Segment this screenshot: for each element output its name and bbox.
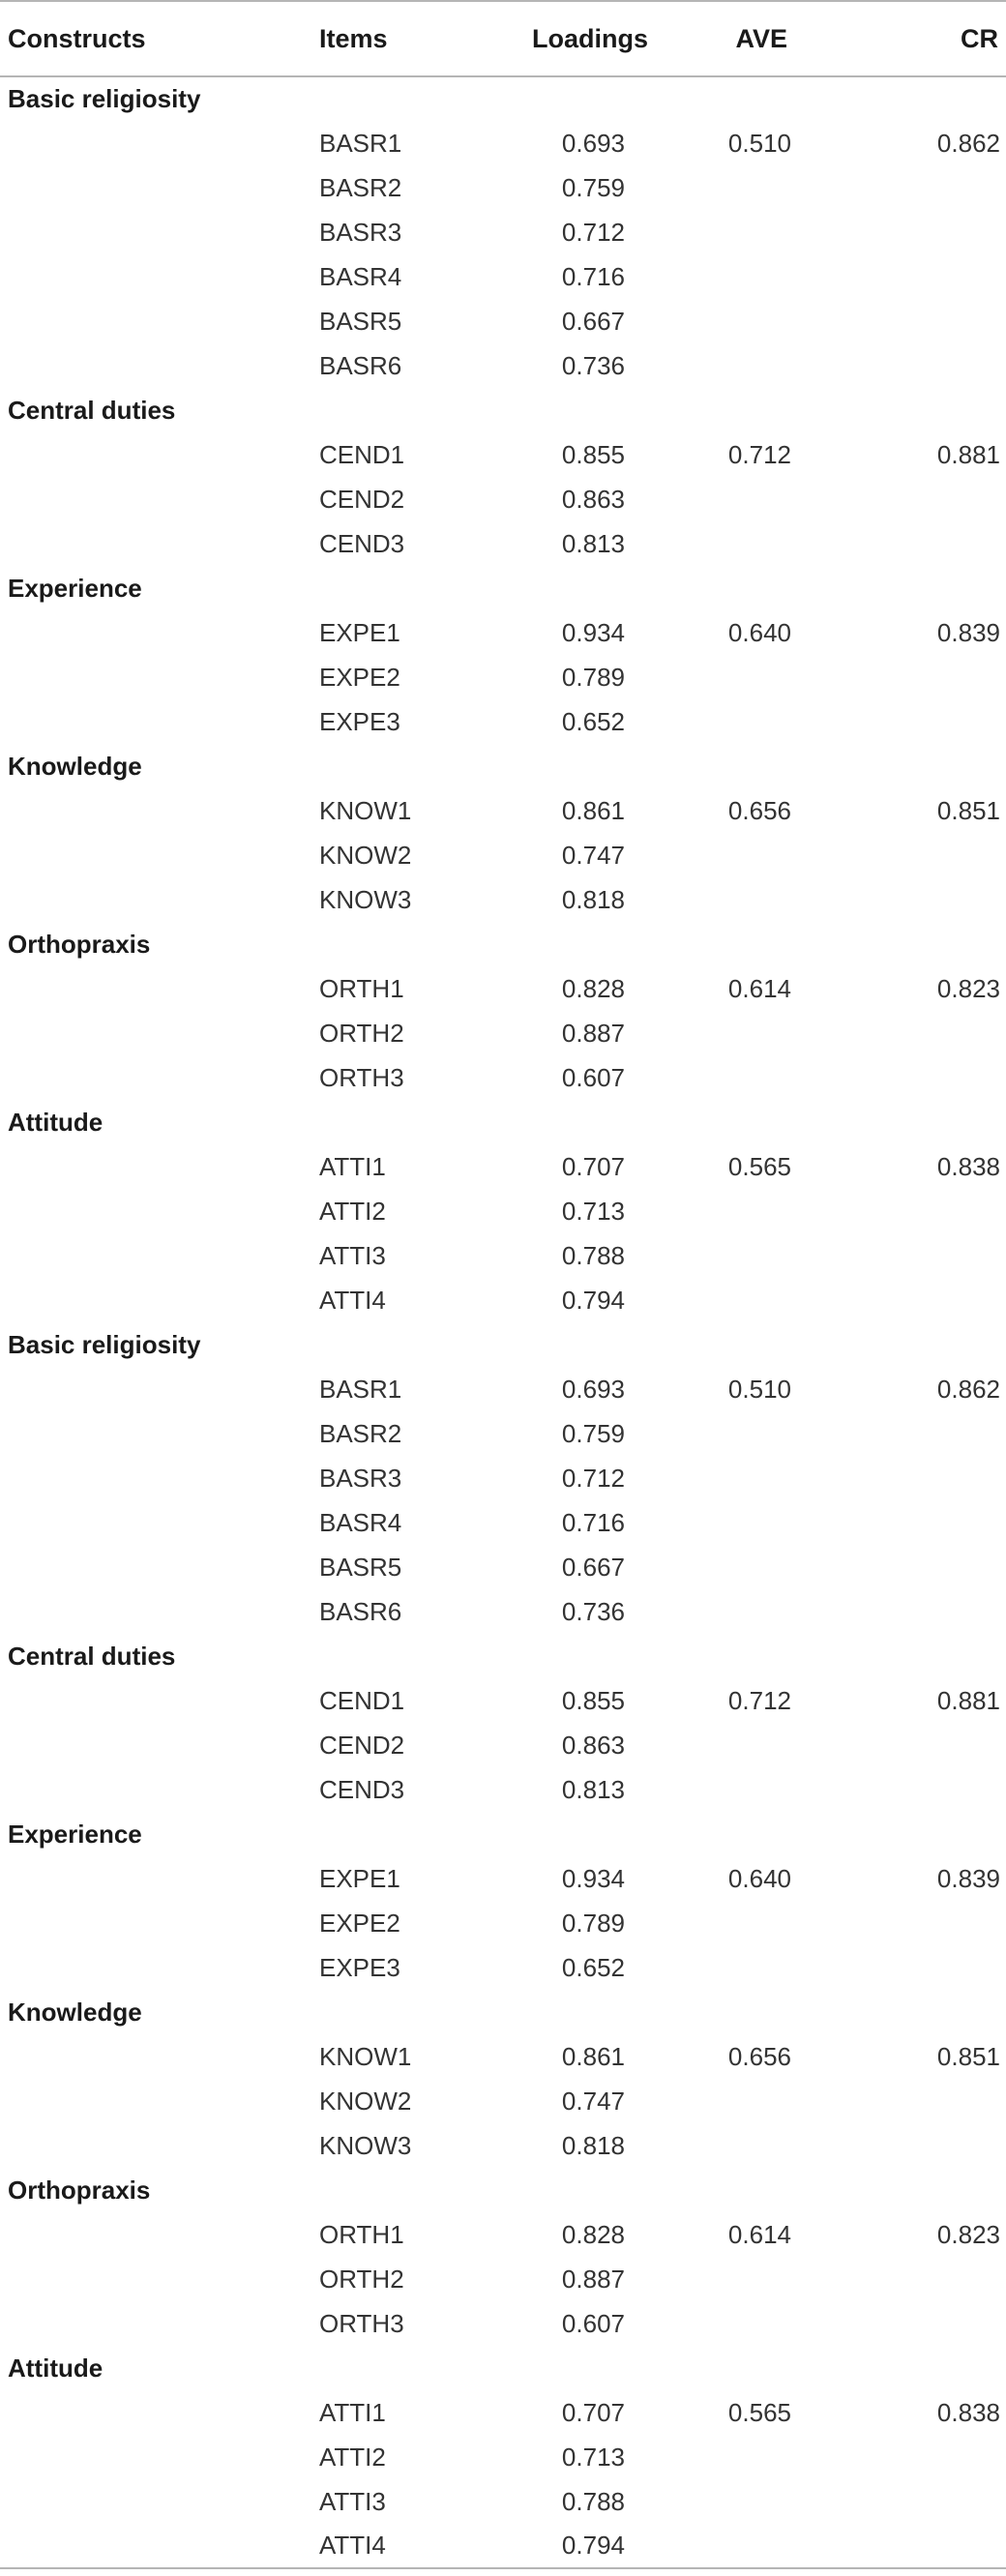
construct-cell xyxy=(0,833,319,877)
loading-value: 0.794 xyxy=(561,1285,625,1315)
table-row xyxy=(0,699,1006,744)
ave-value xyxy=(658,1545,842,1589)
construct-cell xyxy=(0,966,319,1011)
cr-value: 0.823 xyxy=(936,973,1000,1003)
loading-value: 0.788 xyxy=(561,2486,625,2516)
loading-value: 0.813 xyxy=(561,528,625,558)
cr-value xyxy=(842,2524,1006,2568)
construct-name: Knowledge xyxy=(8,751,142,781)
loading-value: 0.759 xyxy=(561,1418,625,1448)
loading-value: 0.712 xyxy=(561,217,625,247)
ave-value xyxy=(658,1767,842,1812)
loading-value: 0.818 xyxy=(561,884,625,914)
loading-value: 0.863 xyxy=(561,1730,625,1760)
construct-name: Basic religiosity xyxy=(8,1329,201,1359)
table-row xyxy=(0,1144,1006,1189)
construct-group-row xyxy=(0,1100,1006,1144)
ave-value xyxy=(658,165,842,210)
construct-cell xyxy=(0,1411,319,1456)
ave-value xyxy=(658,521,842,566)
table-row xyxy=(0,1856,1006,1901)
cr-value: 0.881 xyxy=(936,439,1000,469)
ave-value xyxy=(658,254,842,299)
ave-value xyxy=(658,1011,842,1055)
cr-value xyxy=(842,1456,1006,1500)
construct-cell xyxy=(0,1278,319,1322)
cr-value xyxy=(842,343,1006,388)
construct-cell xyxy=(0,1456,319,1500)
loading-value: 0.828 xyxy=(561,2219,625,2249)
construct-cell xyxy=(0,2034,319,2079)
construct-cell xyxy=(0,1189,319,1233)
construct-cell xyxy=(0,210,319,254)
cr-value xyxy=(842,1723,1006,1767)
item-code: BASR4 xyxy=(319,261,402,291)
cr-value xyxy=(842,1233,1006,1278)
table-header-row xyxy=(0,1,1006,76)
item-code: BASR2 xyxy=(319,1418,402,1448)
item-code: ATTI2 xyxy=(319,1196,386,1226)
construct-cell xyxy=(0,165,319,210)
cr-value xyxy=(842,1411,1006,1456)
construct-cell xyxy=(0,1233,319,1278)
cr-value xyxy=(842,833,1006,877)
loading-value: 0.707 xyxy=(561,1151,625,1181)
item-code: CEND3 xyxy=(319,1774,405,1804)
construct-cell xyxy=(0,877,319,922)
table-row xyxy=(0,788,1006,833)
item-code: ORTH2 xyxy=(319,1018,404,1048)
ave-value xyxy=(658,1055,842,1100)
ave-value xyxy=(658,299,842,343)
ave-value xyxy=(658,1945,842,1990)
item-code: ATTI2 xyxy=(319,2442,386,2472)
construct-cell xyxy=(0,2390,319,2435)
construct-name: Central duties xyxy=(8,1641,176,1671)
item-code: BASR2 xyxy=(319,172,402,202)
column-header-cr: CR xyxy=(842,1,1006,76)
construct-name: Attitude xyxy=(8,2353,104,2383)
table-row xyxy=(0,1678,1006,1723)
cr-value xyxy=(842,254,1006,299)
table-row xyxy=(0,299,1006,343)
loading-value: 0.736 xyxy=(561,350,625,380)
cr-value xyxy=(842,2123,1006,2168)
cr-value xyxy=(842,477,1006,521)
item-code: BASR5 xyxy=(319,1552,402,1582)
construct-name: Knowledge xyxy=(8,1997,142,2027)
cr-value xyxy=(842,1945,1006,1990)
cr-value xyxy=(842,1901,1006,1945)
construct-cell xyxy=(0,655,319,699)
cr-value xyxy=(842,1278,1006,1322)
ave-value xyxy=(658,1233,842,1278)
loading-value: 0.794 xyxy=(455,2524,658,2568)
table-row xyxy=(0,165,1006,210)
table-row xyxy=(0,2034,1006,2079)
loading-value: 0.863 xyxy=(561,484,625,514)
construct-cell xyxy=(0,610,319,655)
cr-value xyxy=(842,2257,1006,2301)
construct-cell xyxy=(0,699,319,744)
cr-value: 0.862 xyxy=(936,1374,1000,1404)
construct-cell xyxy=(0,1055,319,1100)
item-code: ATTI4 xyxy=(319,1285,386,1315)
construct-cell xyxy=(0,521,319,566)
ave-value: 0.510 xyxy=(727,128,791,158)
loading-value: 0.887 xyxy=(561,1018,625,1048)
cr-value: 0.851 xyxy=(936,795,1000,825)
table-body xyxy=(0,76,1006,2568)
table-row xyxy=(0,2435,1006,2479)
ave-value xyxy=(658,699,842,744)
construct-cell xyxy=(0,2301,319,2346)
cr-value xyxy=(842,1189,1006,1233)
cr-value xyxy=(842,1055,1006,1100)
table-row xyxy=(0,2301,1006,2346)
item-code: BASR3 xyxy=(319,217,402,247)
ave-value xyxy=(658,1278,842,1322)
table-row xyxy=(0,121,1006,165)
loading-value: 0.712 xyxy=(561,1463,625,1493)
loading-value: 0.652 xyxy=(561,1952,625,1982)
loading-value: 0.747 xyxy=(561,840,625,870)
cr-value xyxy=(842,877,1006,922)
loading-value: 0.788 xyxy=(561,1240,625,1270)
table-row xyxy=(0,1411,1006,1456)
item-code: ORTH3 xyxy=(319,2308,404,2338)
table-row xyxy=(0,655,1006,699)
loading-value: 0.693 xyxy=(561,1374,625,1404)
table-row xyxy=(0,1723,1006,1767)
construct-group-row xyxy=(0,744,1006,788)
item-code: ATTI3 xyxy=(319,1240,386,1270)
construct-cell xyxy=(0,1589,319,1634)
table-row xyxy=(0,1945,1006,1990)
cr-value xyxy=(842,210,1006,254)
loading-value: 0.828 xyxy=(561,973,625,1003)
construct-cell xyxy=(0,1945,319,1990)
construct-cell xyxy=(0,1856,319,1901)
table-row xyxy=(0,343,1006,388)
item-code: KNOW2 xyxy=(319,840,412,870)
table-row xyxy=(0,1901,1006,1945)
construct-cell xyxy=(0,1367,319,1411)
item-code: KNOW3 xyxy=(319,884,412,914)
construct-name: Central duties xyxy=(8,395,176,425)
loading-value: 0.693 xyxy=(561,128,625,158)
item-code: BASR3 xyxy=(319,1463,402,1493)
table-row xyxy=(0,2212,1006,2257)
item-code: CEND3 xyxy=(319,528,405,558)
loading-value: 0.713 xyxy=(561,2442,625,2472)
loading-value: 0.736 xyxy=(561,1596,625,1626)
loading-value: 0.861 xyxy=(561,2041,625,2071)
loading-value: 0.759 xyxy=(561,172,625,202)
cr-value xyxy=(842,299,1006,343)
ave-value xyxy=(658,2123,842,2168)
construct-group-row xyxy=(0,1990,1006,2034)
ave-value: 0.614 xyxy=(727,973,791,1003)
loading-value: 0.716 xyxy=(561,1507,625,1537)
loading-value: 0.716 xyxy=(561,261,625,291)
loading-value: 0.818 xyxy=(561,2130,625,2160)
loading-value: 0.855 xyxy=(561,439,625,469)
table-row xyxy=(0,2257,1006,2301)
ave-value xyxy=(658,1411,842,1456)
loading-value: 0.747 xyxy=(561,2086,625,2116)
construct-group-row xyxy=(0,388,1006,432)
cr-value xyxy=(842,1589,1006,1634)
construct-cell xyxy=(0,343,319,388)
item-code: BASR5 xyxy=(319,306,402,336)
cr-value xyxy=(842,699,1006,744)
column-header-items: Items xyxy=(319,1,455,76)
ave-value xyxy=(658,2257,842,2301)
table-row xyxy=(0,610,1006,655)
construct-cell xyxy=(0,477,319,521)
construct-cell xyxy=(0,788,319,833)
construct-cell xyxy=(0,1678,319,1723)
construct-name: Basic religiosity xyxy=(8,84,201,113)
table-row xyxy=(0,1233,1006,1278)
table-row xyxy=(0,1278,1006,1322)
item-code: CEND1 xyxy=(319,439,405,469)
ave-value xyxy=(658,1723,842,1767)
construct-cell xyxy=(0,1011,319,1055)
ave-value: 0.712 xyxy=(727,439,791,469)
cr-value: 0.839 xyxy=(936,617,1000,647)
cr-value: 0.838 xyxy=(936,1151,1000,1181)
construct-cell xyxy=(0,2479,319,2524)
cr-value: 0.851 xyxy=(936,2041,1000,2071)
construct-cell xyxy=(0,1767,319,1812)
loading-value: 0.667 xyxy=(561,1552,625,1582)
construct-name: Experience xyxy=(8,573,142,603)
item-code: KNOW1 xyxy=(319,2041,412,2071)
ave-value xyxy=(658,2079,842,2123)
ave-value xyxy=(658,1456,842,1500)
item-code: EXPE3 xyxy=(319,1952,400,1982)
cr-value: 0.881 xyxy=(936,1685,1000,1715)
ave-value xyxy=(658,210,842,254)
ave-value: 0.640 xyxy=(727,1863,791,1893)
item-code: CEND2 xyxy=(319,1730,405,1760)
table-row xyxy=(0,210,1006,254)
ave-value xyxy=(658,343,842,388)
table-row xyxy=(0,2123,1006,2168)
item-code: EXPE1 xyxy=(319,617,400,647)
ave-value xyxy=(658,2479,842,2524)
cr-value: 0.823 xyxy=(936,2219,1000,2249)
construct-group-row xyxy=(0,1812,1006,1856)
construct-cell xyxy=(0,2212,319,2257)
column-header-loadings: Loadings xyxy=(455,1,658,76)
loading-value: 0.707 xyxy=(561,2397,625,2427)
cr-value xyxy=(842,2301,1006,2346)
loading-value: 0.855 xyxy=(561,1685,625,1715)
ave-value: 0.712 xyxy=(727,1685,791,1715)
construct-group-row xyxy=(0,922,1006,966)
table-row xyxy=(0,2479,1006,2524)
table-row xyxy=(0,2390,1006,2435)
construct-group-row xyxy=(0,566,1006,610)
cr-value xyxy=(842,165,1006,210)
item-code: EXPE2 xyxy=(319,1908,400,1938)
cr-value: 0.839 xyxy=(936,1863,1000,1893)
construct-group-row xyxy=(0,1634,1006,1678)
cr-value xyxy=(842,2435,1006,2479)
loading-value: 0.934 xyxy=(561,617,625,647)
ave-value xyxy=(658,1589,842,1634)
ave-value xyxy=(658,477,842,521)
item-code: ORTH1 xyxy=(319,973,404,1003)
item-code: KNOW3 xyxy=(319,2130,412,2160)
construct-cell xyxy=(0,2524,319,2568)
loading-value: 0.887 xyxy=(561,2264,625,2294)
table-row xyxy=(0,1500,1006,1545)
cr-value: 0.862 xyxy=(936,128,1000,158)
construct-cell xyxy=(0,1723,319,1767)
construct-group-row xyxy=(0,1322,1006,1367)
cr-value: 0.838 xyxy=(936,2397,1000,2427)
table-row xyxy=(0,1189,1006,1233)
ave-value xyxy=(658,1901,842,1945)
loading-value: 0.652 xyxy=(561,706,625,736)
loading-value: 0.607 xyxy=(561,2308,625,2338)
ave-value: 0.656 xyxy=(727,2041,791,2071)
cr-value xyxy=(842,2479,1006,2524)
ave-value xyxy=(658,877,842,922)
item-code: BASR6 xyxy=(319,350,402,380)
table-row xyxy=(0,1767,1006,1812)
table-row xyxy=(0,1367,1006,1411)
ave-value: 0.614 xyxy=(727,2219,791,2249)
ave-value: 0.565 xyxy=(727,1151,791,1181)
loading-value: 0.861 xyxy=(561,795,625,825)
item-code: KNOW2 xyxy=(319,2086,412,2116)
item-code: ATTI3 xyxy=(319,2486,386,2516)
table-row xyxy=(0,877,1006,922)
table-row xyxy=(0,432,1006,477)
table-row xyxy=(0,1545,1006,1589)
ave-value xyxy=(658,2524,842,2568)
table-row xyxy=(0,521,1006,566)
loading-value: 0.713 xyxy=(561,1196,625,1226)
construct-name: Orthopraxis xyxy=(8,2175,151,2205)
construct-group-row xyxy=(0,2346,1006,2390)
table-row xyxy=(0,1055,1006,1100)
ave-value: 0.656 xyxy=(727,795,791,825)
construct-cell xyxy=(0,121,319,165)
construct-cell xyxy=(0,432,319,477)
construct-cell xyxy=(0,1500,319,1545)
construct-cell xyxy=(0,1901,319,1945)
ave-value xyxy=(658,833,842,877)
ave-value: 0.640 xyxy=(727,617,791,647)
loading-value: 0.934 xyxy=(561,1863,625,1893)
item-code: ORTH3 xyxy=(319,1062,404,1092)
item-code: ATTI4 xyxy=(319,2524,455,2568)
cr-value xyxy=(842,1545,1006,1589)
cr-value xyxy=(842,1011,1006,1055)
loading-value: 0.607 xyxy=(561,1062,625,1092)
construct-name: Orthopraxis xyxy=(8,929,151,959)
column-header-constructs: Constructs xyxy=(0,1,319,76)
ave-value xyxy=(658,2301,842,2346)
table-row xyxy=(0,477,1006,521)
item-code: ATTI1 xyxy=(319,2397,386,2427)
construct-name: Experience xyxy=(8,1819,142,1849)
table-row xyxy=(0,1011,1006,1055)
item-code: EXPE2 xyxy=(319,662,400,692)
item-code: BASR1 xyxy=(319,1374,402,1404)
loading-value: 0.813 xyxy=(561,1774,625,1804)
item-code: EXPE1 xyxy=(319,1863,400,1893)
cr-value xyxy=(842,1500,1006,1545)
item-code: BASR4 xyxy=(319,1507,402,1537)
cr-value xyxy=(842,1767,1006,1812)
construct-cell xyxy=(0,254,319,299)
loading-value: 0.667 xyxy=(561,306,625,336)
construct-cell xyxy=(0,1144,319,1189)
ave-value xyxy=(658,1500,842,1545)
item-code: KNOW1 xyxy=(319,795,412,825)
construct-group-row xyxy=(0,2168,1006,2212)
construct-cell xyxy=(0,2123,319,2168)
ave-value xyxy=(658,655,842,699)
ave-value: 0.565 xyxy=(727,2397,791,2427)
construct-cell xyxy=(0,1545,319,1589)
item-code: EXPE3 xyxy=(319,706,400,736)
table-row xyxy=(0,254,1006,299)
item-code: ATTI1 xyxy=(319,1151,386,1181)
construct-cell xyxy=(0,299,319,343)
construct-name: Attitude xyxy=(8,1107,104,1137)
loading-value: 0.789 xyxy=(561,662,625,692)
table-row xyxy=(0,2079,1006,2123)
column-header-ave: AVE xyxy=(658,1,842,76)
table-row xyxy=(0,1456,1006,1500)
construct-cell xyxy=(0,2079,319,2123)
item-code: ORTH2 xyxy=(319,2264,404,2294)
item-code: CEND2 xyxy=(319,484,405,514)
construct-group-row xyxy=(0,76,1006,121)
item-code: BASR1 xyxy=(319,128,402,158)
ave-value xyxy=(658,2435,842,2479)
cr-value xyxy=(842,521,1006,566)
cr-value xyxy=(842,655,1006,699)
item-code: ORTH1 xyxy=(319,2219,404,2249)
table-row xyxy=(0,2524,1006,2568)
table-row xyxy=(0,833,1006,877)
loading-value: 0.789 xyxy=(561,1908,625,1938)
ave-value xyxy=(658,1189,842,1233)
ave-value: 0.510 xyxy=(727,1374,791,1404)
item-code: BASR6 xyxy=(319,1596,402,1626)
table-row xyxy=(0,1589,1006,1634)
construct-cell xyxy=(0,2257,319,2301)
cr-value xyxy=(842,2079,1006,2123)
item-code: CEND1 xyxy=(319,1685,405,1715)
table-row xyxy=(0,966,1006,1011)
construct-cell xyxy=(0,2435,319,2479)
